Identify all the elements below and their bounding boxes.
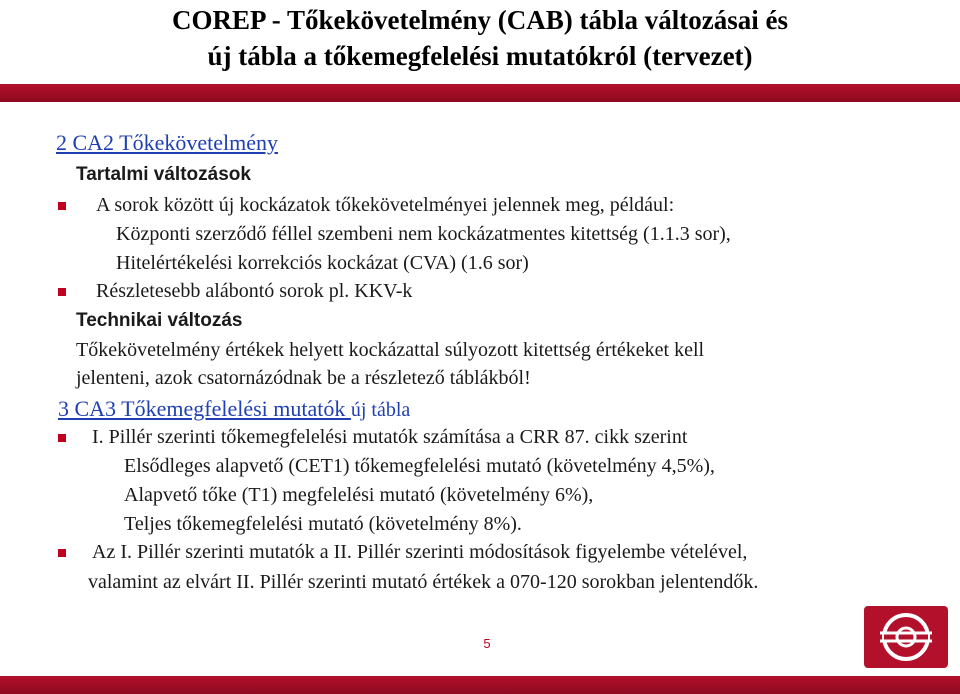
footer-bar (0, 676, 960, 694)
section1-bullet1-line2: Központi szerződő féllel szembeni nem kockázatmentes kitettség (1.1.3 sor), (116, 223, 731, 245)
section2-bullet1-line4: Teljes tőkemegfelelési mutató (követelmény 8%). (124, 513, 522, 535)
section2-heading-suffix: új tábla (350, 399, 411, 421)
section1-bullet1-line3: Hitelértékelési korrekciós kockázat (CVA) (1.6 sor) (116, 252, 529, 274)
section2-bullet1: I. Pillér szerinti tőkemegfelelési mutatók számítása a CRR 87. cikk szerint (92, 426, 688, 448)
bullet-square-icon (58, 202, 66, 210)
section2-heading (58, 396, 410, 422)
section2-bullet2: Az I. Pillér szerinti mutatók a II. Pillér szerinti módosítások figyelembe vételével, (92, 541, 748, 563)
page-number: 5 (483, 636, 491, 651)
title-line-2: új tábla a tőkemegfelelési mutatókról (tervezet) (207, 41, 753, 71)
bullet-square-icon (58, 434, 66, 442)
bullet-square-icon (58, 288, 66, 296)
section1-subheading-technical: Technikai változás (76, 310, 243, 331)
section1-paragraph-line1: Tőkekövetelmény értékek helyett kockázattal súlyozott kitettség értékeket kell (76, 339, 705, 361)
section1-subheading-content: Tartalmi változások (76, 164, 251, 185)
bullet-square-icon (58, 549, 66, 557)
title-line-1: COREP - Tőkekövetelmény (CAB) tábla változásai és (172, 5, 788, 35)
section2-heading-text: 3 CA3 Tőkemegfelelési mutatók (58, 396, 351, 421)
section1-heading-text: 2 CA2 Tőkekövetelmény (56, 130, 278, 155)
section2-bullet2-line2: valamint az elvárt II. Pillér szerinti mutató értékek a 070-120 sorokban jelentendők. (88, 571, 759, 593)
section2-bullet1-line3: Alapvető tőke (T1) megfelelési mutató (követelmény 6%), (124, 484, 594, 506)
section2-bullet1-line2: Elsődleges alapvető (CET1) tőkemegfelelési mutató (követelmény 4,5%), (124, 455, 715, 477)
section1-heading (56, 130, 278, 156)
section1-bullet2: Részletesebb alábontó sorok pl. KKV-k (96, 280, 413, 302)
slide-title (0, 0, 960, 74)
section1-bullet1: A sorok között új kockázatok tőkekövetelményei jelennek meg, például: (96, 194, 675, 216)
section1-paragraph-line2: jelenteni, azok csatornázódnak be a részletező táblákból! (76, 367, 531, 389)
header-divider-bar (0, 84, 960, 102)
bank-logo-icon (864, 606, 948, 668)
